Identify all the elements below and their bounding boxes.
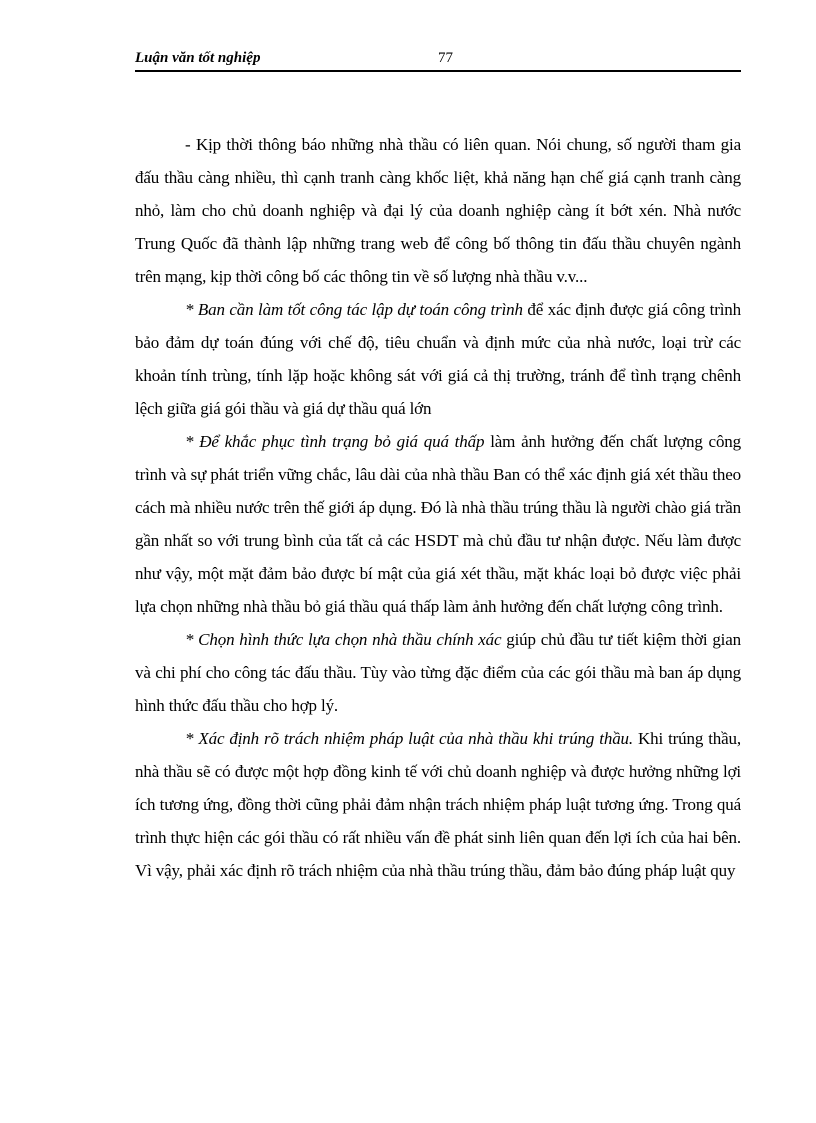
header-divider <box>135 70 741 72</box>
paragraph-text: - Kịp thời thông báo những nhà thầu có liên quan. Nói chung, số người tham gia đấu thầu càng nhiều, thì cạnh tranh càng khốc liệt, khả năng hạn chế giá cạnh tranh càng nhỏ, làm cho chủ doanh nghiệp và đại lý của doanh nghiệp càng ít bớt xén. Nhà nước Trung Quốc đã thành lập những trang web để công bố thông tin đấu thầu chuyên ngành trên mạng, kịp thời công bố các thông tin về số lượng nhà thầu v.v... <box>135 135 741 286</box>
document-body <box>135 128 741 887</box>
header-title: Luận văn tốt nghiệp <box>135 50 261 66</box>
paragraph-lead: * Xác định rõ trách nhiệm pháp luật của nhà thầu khi trúng thầu. <box>185 729 633 748</box>
paragraph-legal-responsibility <box>135 722 741 887</box>
paragraph-lead: * Ban cần làm tốt công tác lập dự toán công trình <box>185 300 523 319</box>
paragraph-text: Khi trúng thầu, nhà thầu sẽ có được một hợp đồng kinh tế với chủ doanh nghiệp và được hưởng những lợi ích tương ứng, đồng thời cũng phải đảm nhận trách nhiệm pháp luật tương ứng. Trong quá trình thực hiện các gói thầu có rất nhiều vấn đề phát sinh liên quan đến lợi ích của hai bên. Vì vậy, phải xác định rõ trách nhiệm của nhà thầu trúng thầu, đảm bảo đúng pháp luật quy <box>135 729 741 880</box>
paragraph-lead: * Để khắc phục tình trạng bỏ giá quá thấp <box>185 432 485 451</box>
paragraph-low-bid <box>135 425 741 623</box>
paragraph-cost-estimate <box>135 293 741 425</box>
paragraph-lead: * Chọn hình thức lựa chọn nhà thầu chính xác <box>185 630 502 649</box>
paragraph-text: giúp chủ đầu tư tiết kiệm thời gian và chi phí cho công tác đấu thầu. Tùy vào từng đặc điểm của các gói thầu mà ban áp dụng hình thức đấu thầu cho hợp lý. <box>135 630 741 715</box>
paragraph-text: để xác định được giá công trình bảo đảm dự toán đúng với chế độ, tiêu chuẩn và định mức của nhà nước, loại trừ các khoản tính trùng, tính lặp hoặc không sát với giá cả thị trường, tránh để tình trạng chênh lệch giữa giá gói thầu và giá dự thầu quá lớn <box>135 300 742 418</box>
page-number: 77 <box>438 50 453 66</box>
paragraph-text: làm ảnh hưởng đến chất lượng công trình và sự phát triển vững chắc, lâu dài của nhà thầu Ban có thể xác định giá xét thầu theo cách mà nhiều nước trên thế giới áp dụng. Đó là nhà thầu trúng thầu là người chào giá trần gần nhất so với trung bình của tất cả các HSDT mà chủ đầu tư nhận được. Nếu làm được như vậy, một mặt đảm bảo được bí mật của giá xét thầu, mặt khác loại bỏ được việc phải lựa chọn những nhà thầu bỏ giá thầu quá thấp làm ảnh hưởng đến chất lượng công trình. <box>135 432 741 616</box>
paragraph-selection-method <box>135 623 741 722</box>
page-header <box>135 48 741 70</box>
paragraph-timely-notice <box>135 128 741 293</box>
